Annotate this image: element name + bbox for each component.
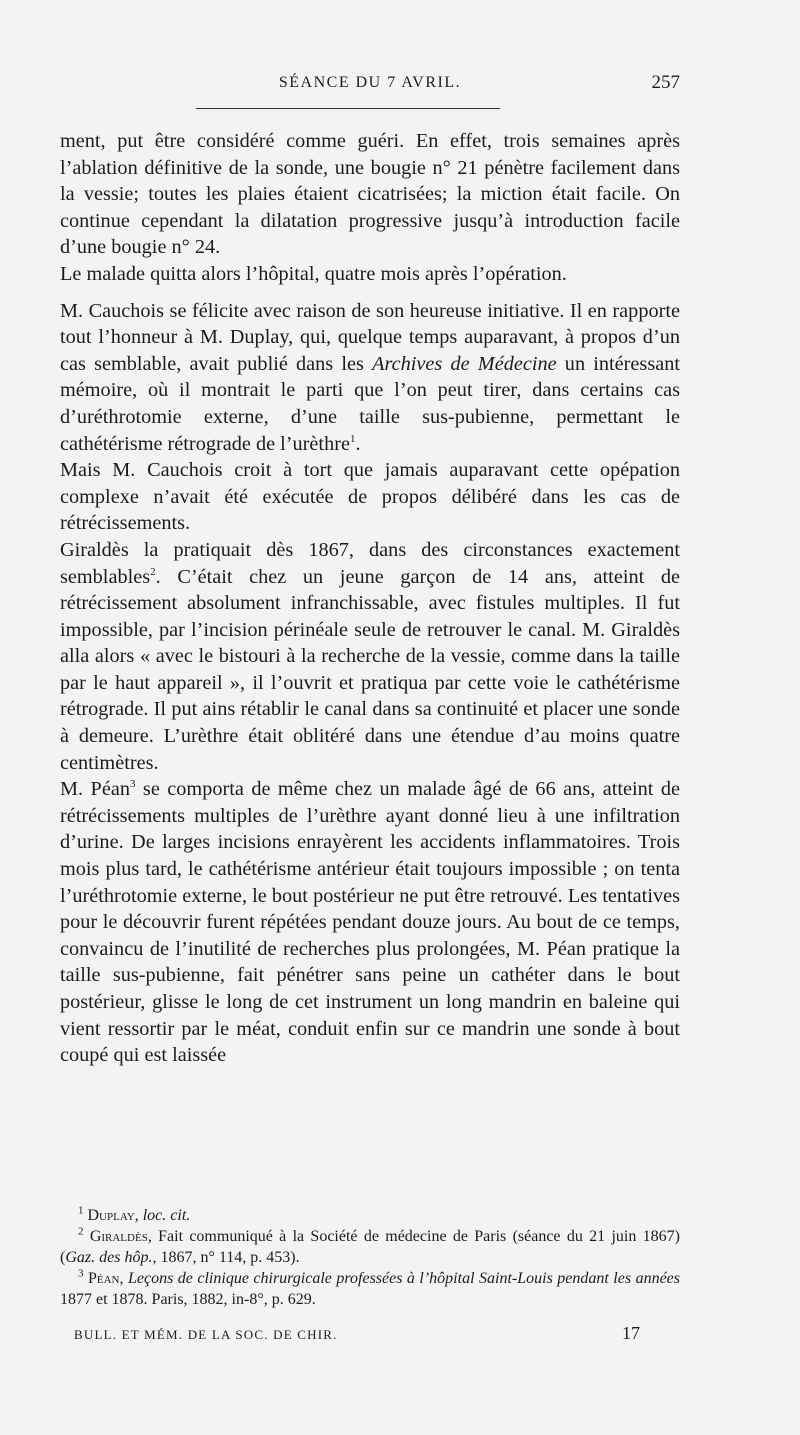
paragraph: Le malade quitta alors l’hôpital, quatre mois après l’opération. (60, 262, 567, 285)
page-number: 257 (651, 72, 680, 93)
footnote-author: Duplay (87, 1207, 135, 1224)
footnote-author: Giraldès (89, 1228, 148, 1245)
page-header (60, 74, 680, 102)
paragraph: ment, put être considéré comme guéri. En effet, trois semaines après l’ablation définitive de la sonde, une bougie n° 21 pénètre facilement dans la vessie; toutes les plaies étaient cicatrisées; la miction était facile. On continue cependant la dilatation progressive jusqu’à introduction facile d’une bougie n° 24. (60, 130, 680, 259)
footnote-ref: 3 (129, 778, 136, 791)
signature-number: 17 (622, 1323, 640, 1343)
paragraph: Giraldès la pratiquait dès 1867, dans des circonstances exactement semblables$^2$. C’était chez un jeune garçon de 14 ans, atteint de rétrécissement absolument infranchissable, avec fistules multiples. Il fut impossible, par l’incision périnéale seule de retrouver le canal. M. Giraldès alla alors « avec le bistouri à la recherche de la vessie, comme dans la taille par le haut appareil », il l’ouvrit et pratiqua par cette voie le cathétérisme rétrograde. Il put ains rétablir le canal dans sa continuité et placer une sonde à demeure. L’urèthre était oblitéré dans une étendue d’au moins quatre centimètres. (60, 538, 680, 774)
body-text (60, 128, 680, 1069)
footnote: $^2$ Giraldès, Fait communiqué à la Société de médecine de Paris (séance du 21 juin 1867) (Gaz. des hôp., 1867, n° 114, p. 453). (60, 1225, 680, 1266)
footnote: $^3$ Péan, Leçons de clinique chirurgicale professées à l’hôpital Saint-Louis pendant les années 1877 et 1878. Paris, 1882, in-8°, p. 629. (60, 1267, 680, 1308)
footnote-ref: 2 (150, 565, 156, 578)
footnote-ref: 1 (349, 432, 356, 445)
page-footer (74, 1325, 640, 1349)
running-head: SÉANCE DU 7 AVRIL. (278, 74, 462, 91)
footnote-author: Péan (87, 1270, 120, 1287)
header-rule (196, 108, 500, 109)
footnotes (60, 1205, 680, 1310)
journal-signature: BULL. ET MÉM. DE LA SOC. DE CHIR. (74, 1327, 338, 1342)
paragraph: M. Péan$^3$ se comporta de même chez un malade âgé de 66 ans, atteint de rétrécissements multiples de l’urèthre ayant donné lieu à une infiltration d’urine. De larges incisions enrayèrent les accidents inflammatoires. Trois mois plus tard, le cathétérisme antérieur était toujours impossible ; on tenta l’uréthrotomie externe, le bout postérieur ne put être retrouvé. Les tentatives pour le découvrir furent répétées pendant douze jours. Au bout de ce temps, convaincu de l’inutilité de recherches plus prolongées, M. Péan pratique la taille sus-pubienne, fait pénétrer sans peine un cathéter dans le bout postérieur, glisse le long de cet instrument un long mandrin en baleine qui vient ressortir par le méat, conduit enfin sur ce mandrin une sonde à bout coupé qui est laissée (60, 778, 680, 1067)
journal-title: Archives de Médecine (372, 352, 557, 375)
footnote: $^1$ Duplay, loc. cit. (78, 1204, 191, 1224)
paragraph: Mais M. Cauchois croit à tort que jamais auparavant cette opépation complexe n’avait été exécutée de propos délibéré dans les cas de rétrécissements. (60, 459, 680, 535)
paragraph: M. Cauchois se félicite avec raison de son heureuse initiative. Il en rapporte tout l’honneur à M. Duplay, qui, quelque temps auparavant, à propos d’un cas semblable, avait publié dans les Archives de Médecine un intéressant mémoire, où il montrait le parti que l’on peut tirer, dans certains cas d’uréthrotomie externe, d’une taille sus-pubienne, permettant le cathétérisme rétrograde de l’urèthre$^1$. (60, 299, 680, 455)
